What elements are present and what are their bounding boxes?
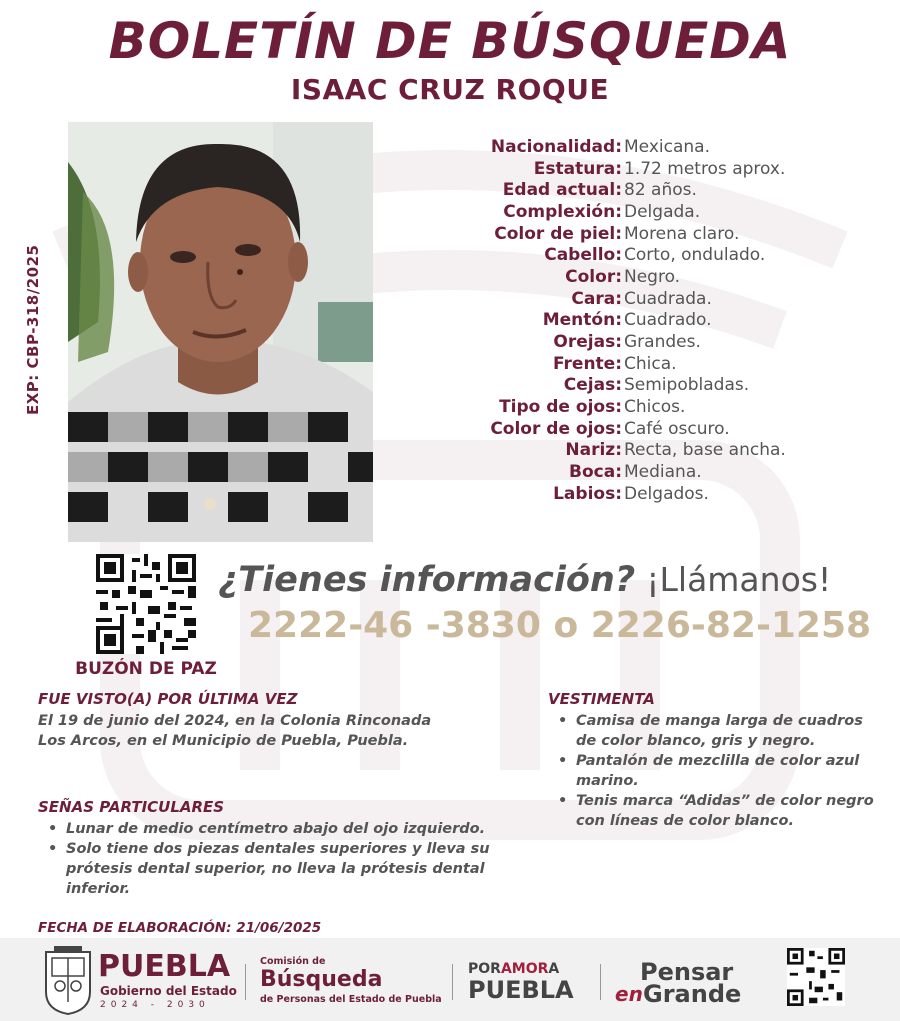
comision-text: Comisión de [260,956,326,967]
detail-label: Color de ojos: [490,418,622,439]
footer-divider [600,964,601,1000]
detail-value: Recta, base ancha. [624,440,786,461]
detail-label: Complexión: [503,201,622,222]
detail-row [410,223,880,245]
detail-label: Mentón: [542,310,622,331]
list-item: • Camisa de manga larga de cuadros de color blanco, gris y negro. [548,711,878,751]
detail-label: Color de piel: [494,223,622,244]
detail-label: Tipo de ojos: [499,397,622,418]
last-seen-text [38,711,431,751]
detail-row [410,201,880,223]
clothing-list [548,711,878,831]
detail-label: Color: [565,266,622,287]
detail-row [410,136,880,158]
amor-text: AMOR [500,961,549,977]
qr-label: BUZÓN DE PAZ [75,659,217,679]
last-seen-line: El 19 de junio del 2024, en la Colonia Rinconada [38,713,432,729]
detail-row [410,158,880,180]
detail-value: 82 años. [624,180,697,201]
marks-title: SEÑAS PARTICULARES [38,798,225,816]
detail-value: Mexicana. [624,136,710,157]
detail-row [410,418,880,440]
footer-qr-code-icon[interactable] [787,948,845,1006]
detail-value: 1.72 metros aprox. [624,158,786,179]
detail-row [410,461,880,483]
detail-value: Café oscuro. [624,418,730,439]
list-item: • Lunar de medio centímetro abajo del ojo izquierdo. [38,819,518,839]
info-question: ¿Tienes información? [218,560,636,600]
personas-text: de Personas del Estado de Puebla [260,994,442,1005]
footer-logos [0,938,900,1021]
busqueda-text: Búsqueda [260,967,383,992]
grande-text: Grande [643,980,742,1008]
detail-value: Grandes. [624,332,701,353]
por-amor-text [468,962,559,976]
detail-value: Delgada. [624,201,701,222]
detail-row [410,353,880,375]
detail-label: Labios: [553,483,622,504]
case-number: EXP: CBP-318/2025 [24,244,42,415]
clothing-title: VESTIMENTA [548,690,655,708]
detail-label: Frente: [553,353,622,374]
detail-value: Delgados. [624,483,709,504]
detail-label: Boca: [569,462,622,483]
detail-label: Nacionalidad: [490,136,622,157]
detail-value: Mediana. [624,462,702,483]
detail-row [410,440,880,462]
detail-value: Corto, ondulado. [624,245,766,266]
qr-code-icon[interactable] [96,554,196,654]
physical-details [410,136,880,505]
detail-label: Cabello: [544,245,622,266]
bulletin-title: BOLETÍN DE BÚSQUEDA [108,12,792,70]
footer-divider [452,964,453,1000]
detail-value: Chicos. [624,397,686,418]
en-text: en [615,982,643,1006]
detail-row [410,375,880,397]
detail-row [410,288,880,310]
person-photo [68,122,373,542]
footer-divider [245,964,246,1000]
detail-row [410,331,880,353]
por-text: POR [468,961,501,977]
call-us: ¡Llámanos! [646,560,832,599]
detail-label: Estatura: [533,158,622,179]
detail-row [410,244,880,266]
list-item: • Solo tiene dos piezas dentales superiores y lleva su prótesis dental superior, no lleva la prótesis dental inferior. [38,839,518,899]
detail-row [410,179,880,201]
list-item: • Tenis marca “Adidas” de color negro con líneas de color blanco. [548,791,878,831]
detail-value: Morena claro. [624,223,740,244]
last-seen-title: FUE VISTO(A) POR ÚLTIMA VEZ [38,690,298,708]
detail-row [410,396,880,418]
detail-label: Cara: [571,288,622,309]
a-text: A [548,961,560,977]
detail-row [410,266,880,288]
detail-label: Nariz: [565,440,622,461]
marks-list [38,819,518,899]
person-name: ISAAC CRUZ ROQUE [290,73,610,106]
detail-value: Chica. [624,353,677,374]
pensar-text: Pensar [640,958,734,986]
detail-value: Semipobladas. [624,375,750,396]
detail-value: Cuadrada. [624,288,712,309]
last-seen-line: Los Arcos, en el Municipio de Puebla, Puebla. [38,733,409,749]
detail-label: Edad actual: [502,180,622,201]
gobierno-years: 2024 - 2030 [100,1000,210,1010]
detail-value: Cuadrado. [624,310,712,331]
phone-numbers[interactable]: 2222-46 -3830 o 2226-82-1258 [248,605,872,646]
detail-label: Orejas: [553,332,622,353]
detail-value: Negro. [624,266,681,287]
por-amor-puebla-text: PUEBLA [468,976,574,1004]
info-prompt [218,560,888,600]
creation-date: FECHA DE ELABORACIÓN: 21/06/2025 [38,920,322,936]
puebla-logo-text: PUEBLA [98,949,231,984]
list-item: • Pantalón de mezclilla de color azul marino. [548,751,878,791]
detail-label: Cejas: [563,375,622,396]
state-shield-icon [42,946,94,1016]
detail-row [410,483,880,505]
gobierno-text: Gobierno del Estado [100,984,237,998]
detail-row [410,310,880,332]
